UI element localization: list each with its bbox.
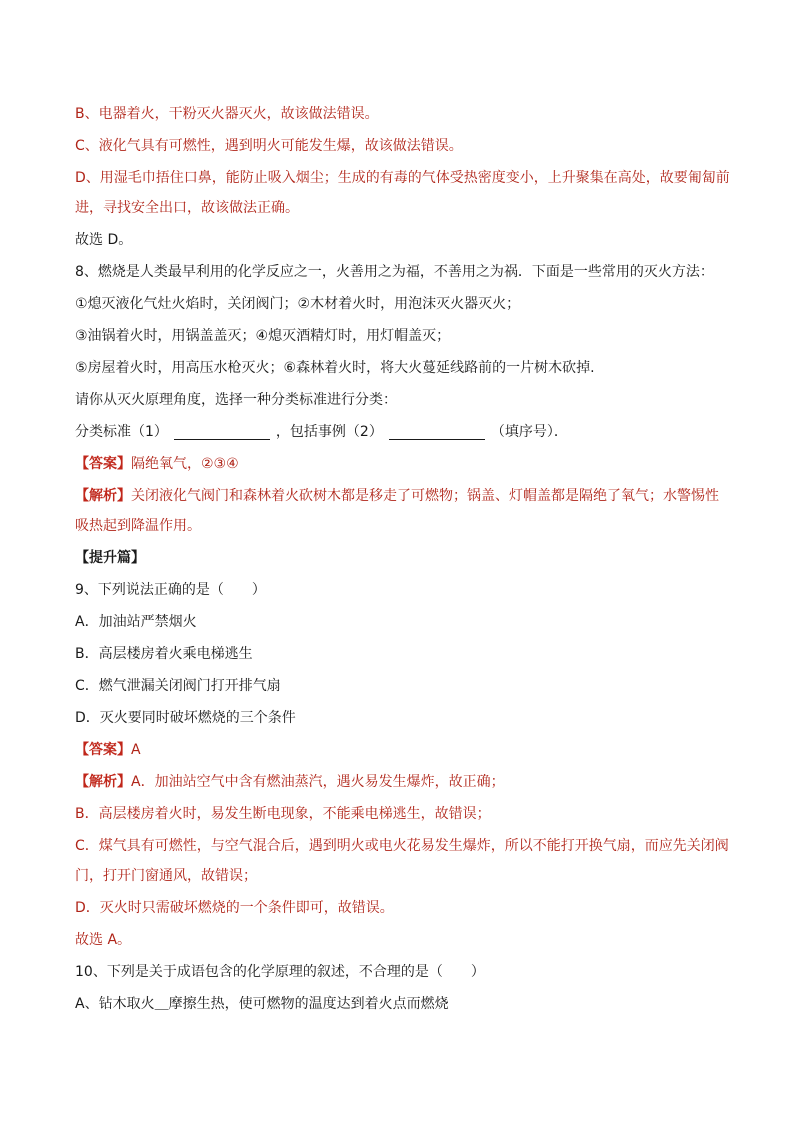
question-8-item-1: ①熄灭液化气灶火焰时，关闭阀门；②木材着火时，用泡沫灭火器灭火；	[75, 296, 521, 312]
analysis-tag: 【解析】	[75, 488, 131, 504]
question-8-instruction: 请你从灭火原理角度，选择一种分类标准进行分类：	[75, 392, 397, 408]
question-8-item-3: ⑤房屋着火时，用高压水枪灭火；⑥森林着火时，将大火蔓延线路前的一片树木砍掉.	[75, 360, 595, 376]
question-8-analysis-1	[75, 486, 734, 506]
option-d-explanation-2: 进，寻找安全出口，故该做法正确。	[75, 200, 299, 216]
blank-1	[174, 425, 270, 440]
question-9-analysis-c-2: 门，打开门窗通风，故错误；	[75, 868, 257, 884]
question-9-option-d: D．灭火要同时破坏燃烧的三个条件	[75, 710, 296, 726]
option-c-explanation: C、液化气具有可燃性，遇到明火可能发生爆，故该做法错误。	[75, 138, 463, 154]
question-10-stem: 10、下列是关于成语包含的化学原理的叙述，不合理的是（ ）	[75, 964, 485, 980]
question-9-analysis-b: B．高层楼房着火时，易发生断电现象，不能乘电梯逃生，故错误；	[75, 806, 491, 822]
question-9-option-a: A．加油站严禁烟火	[75, 614, 197, 630]
fill-label-2: ，包括事例（2）	[275, 424, 383, 440]
question-8-stem: 8、燃烧是人类最早利用的化学反应之一，火善用之为福，不善用之为祸．下面是一些常用的灭火方法：	[75, 264, 714, 280]
question-8-answer	[75, 454, 734, 474]
question-9-option-b: B．高层楼房着火乘电梯逃生	[75, 646, 253, 662]
question-8-item-2: ③油锅着火时，用锅盖盖灭；④熄灭酒精灯时，用灯帽盖灭；	[75, 328, 451, 344]
fill-label-3: （填序号）．	[490, 424, 568, 440]
question-10-option-a: A、钻木取火＿摩擦生热，使可燃物的温度达到着火点而燃烧	[75, 996, 449, 1012]
question-8-fill-line	[75, 422, 734, 442]
question-9-analysis-c-1: C．煤气具有可燃性，与空气混合后，遇到明火或电火花易发生爆炸，所以不能打开换气扇，而应先关闭阀	[75, 838, 729, 854]
answer-choice-9: 故选 A。	[75, 932, 132, 948]
question-8-analysis-2: 吸热起到降温作用。	[75, 518, 201, 534]
section-heading: 【提升篇】	[75, 550, 145, 566]
analysis-tag: 【解析】	[75, 774, 131, 790]
question-9-analysis-a	[75, 772, 734, 792]
question-9-answer	[75, 740, 734, 760]
answer-text: A	[131, 742, 141, 758]
answer-text: 隔绝氧气，②③④	[131, 456, 239, 472]
question-9-option-c: C．燃气泄漏关闭阀门打开排气扇	[75, 678, 281, 694]
blank-2	[389, 425, 485, 440]
answer-choice-7: 故选 D。	[75, 232, 133, 248]
answer-tag: 【答案】	[75, 456, 131, 472]
option-d-explanation-1: D、用湿毛巾捂住口鼻，能防止吸入烟尘；生成的有毒的气体受热密度变小，上升聚集在高处，故要匍匐前	[75, 170, 730, 186]
question-9-analysis-d: D．灭火时只需破坏燃烧的一个条件即可，故错误。	[75, 900, 394, 916]
fill-label-1: 分类标准（1）	[75, 424, 168, 440]
answer-tag: 【答案】	[75, 742, 131, 758]
analysis-text: A．加油站空气中含有燃油蒸汽，遇火易发生爆炸，故正确；	[131, 774, 505, 790]
analysis-text: 关闭液化气阀门和森林着火砍树木都是移走了可燃物；锅盖、灯帽盖都是隔绝了氧气；水警惕性	[131, 488, 719, 504]
question-9-stem: 9、下列说法正确的是（ ）	[75, 582, 266, 598]
option-b-explanation: B、电器着火，干粉灭火器灭火，故该做法错误。	[75, 106, 379, 122]
